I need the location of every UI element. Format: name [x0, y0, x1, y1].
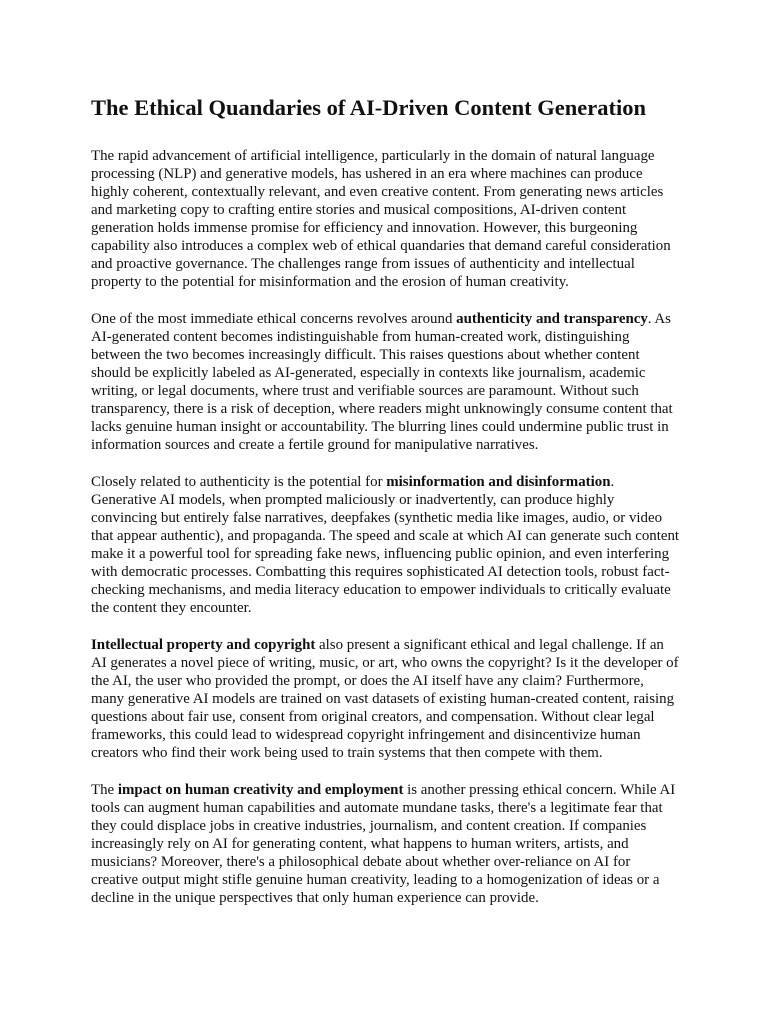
- paragraph-authenticity: [91, 310, 680, 454]
- paragraph-text: is another pressing ethical concern. While AI tools can augment human capabilities and automate mundane tasks, there's a legitimate fear that they could displace jobs in creative industries, journalism, and content creation. If companies increasingly rely on AI for generating content, what happens to human writers, artists, and musicians? Moreover, there's a philosophical debate about whether over-reliance on AI for creative output might stifle genuine human creativity, leading to a homogenization of ideas or a decline in the unique perspectives that only human experience can provide.: [91, 782, 676, 906]
- paragraph-text: also present a significant ethical and legal challenge. If an AI generates a novel piece of writing, music, or art, who owns the copyright? Is it the developer of the AI, the user who provided the prompt, or does the AI itself have any claim? Furthermore, many generative AI models are trained on vast datasets of existing human-created content, raising questions about fair use, consent from original creators, and compensation. Without clear legal frameworks, this could lead to widespread copyright infringement and disincentivize human creators who find their work being used to train systems that then compete with them.: [91, 637, 679, 761]
- paragraph-text: The: [91, 782, 118, 798]
- bold-term-intellectual-property: Intellectual property and copyright: [91, 637, 316, 653]
- paragraph-text: Closely related to authenticity is the potential for: [91, 474, 387, 490]
- document-title: The Ethical Quandaries of AI-Driven Content Generation: [91, 95, 646, 120]
- paragraph-text: One of the most immediate ethical concerns revolves around: [91, 311, 457, 327]
- paragraph-text: . As AI-generated content becomes indistinguishable from human-created work, distinguishing between the two becomes increasingly difficult. This raises questions about whether content should be explicitly labeled as AI-generated, especially in contexts like journalism, academic writing, or legal documents, where trust and verifiable sources are paramount. Without such transparency, there is a risk of deception, where readers might unknowingly consume content that lacks genuine human insight or accountability. The blurring lines could undermine public trust in information sources and create a fertile ground for manipulative narratives.: [91, 311, 673, 453]
- paragraph-intro: The rapid advancement of artificial intelligence, particularly in the domain of natural language processing (NLP) and generative models, has ushered in an era where machines can produce highly coherent, contextually relevant, and even creative content. From generating news articles and marketing copy to crafting entire stories and musical compositions, AI-driven content generation holds immense promise for efficiency and innovation. However, this burgeoning capability also introduces a complex web of ethical quandaries that demand careful consideration and proactive governance. The challenges range from issues of authenticity and intellectual property to the potential for misinformation and the erosion of human creativity.: [91, 148, 671, 290]
- bold-term-creativity: impact on human creativity and employment: [117, 782, 404, 798]
- paragraph-misinformation: [91, 473, 680, 617]
- paragraph-text: . Generative AI models, when prompted maliciously or inadvertently, can produce highly convincing but entirely false narratives, deepfakes (synthetic media like images, audio, or video that appear authentic), and propaganda. The speed and scale at which AI can generate such content make it a powerful tool for spreading fake news, influencing public opinion, and even interfering with democratic processes. Combatting this requires sophisticated AI detection tools, robust fact-checking mechanisms, and media literacy education to empower individuals to critically evaluate the content they encounter.: [91, 474, 680, 616]
- bold-term-authenticity: authenticity and transparency: [456, 311, 648, 327]
- paragraph-intellectual-property: [91, 636, 680, 762]
- paragraph-creativity-employment: [91, 781, 680, 907]
- bold-term-misinformation: misinformation and disinformation: [386, 474, 611, 490]
